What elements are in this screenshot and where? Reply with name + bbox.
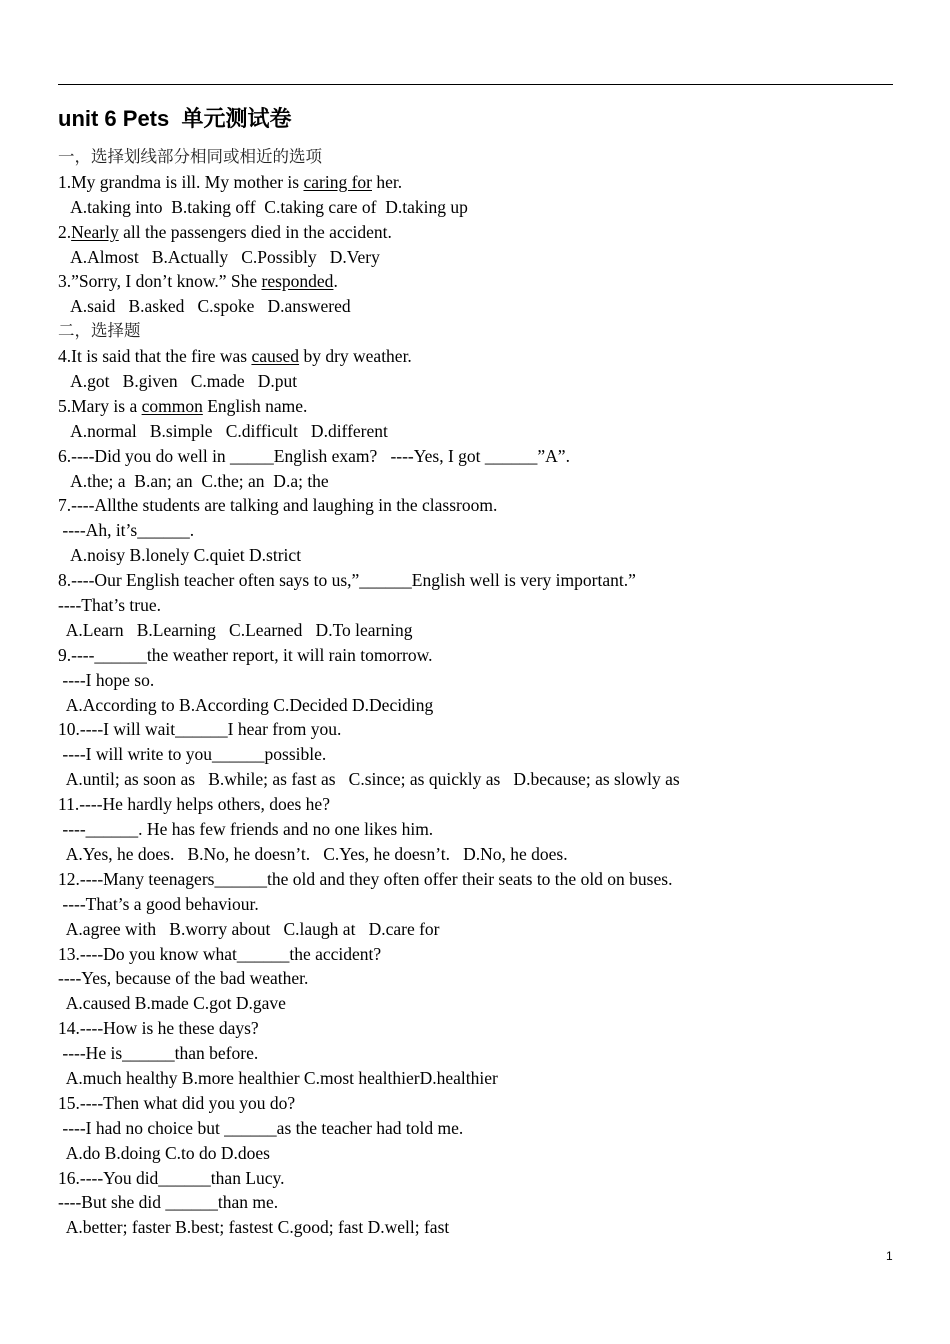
- text-line: [58, 394, 928, 419]
- text-line: [58, 917, 928, 942]
- text-line: [58, 543, 928, 568]
- text-run: 12.----Many teenagers______the old and they often offer their seats to the old on buses.: [58, 868, 673, 889]
- text-line: [58, 717, 928, 742]
- text-run: ----That’s a good behaviour.: [58, 893, 259, 914]
- underlined-phrase: responded: [261, 271, 334, 292]
- text-run: by dry weather.: [299, 346, 412, 367]
- text-run: A.got B.given C.made D.put: [58, 371, 298, 392]
- text-line: [58, 1190, 928, 1215]
- text-line: [58, 1166, 928, 1191]
- text-line: [58, 767, 928, 792]
- text-run: 11.----He hardly helps others, does he?: [58, 794, 330, 815]
- section-heading: 二，选择题: [58, 321, 141, 341]
- text-line: [58, 991, 928, 1016]
- text-line: [58, 1215, 928, 1240]
- text-run: 4.It is said that the fire was: [58, 346, 252, 367]
- text-run: A.caused B.made C.got D.gave: [58, 993, 286, 1014]
- text-run: 2.: [58, 221, 72, 242]
- text-run: ----I had no choice but ______as the teacher had told me.: [58, 1117, 464, 1138]
- text-run: ----Ah, it’s______.: [58, 520, 195, 541]
- text-run: 3.”Sorry, I don’t know.” She: [58, 271, 262, 292]
- text-line: [58, 568, 928, 593]
- text-run: A.According to B.According C.Decided D.Deciding: [58, 694, 434, 715]
- text-run: A.much healthy B.more healthier C.most healthierD.healthier: [58, 1067, 498, 1088]
- text-line: [58, 245, 928, 270]
- text-line: [58, 842, 928, 867]
- text-line: [58, 195, 928, 220]
- text-line: [58, 220, 928, 245]
- text-run: A.noisy B.lonely C.quiet D.strict: [58, 545, 302, 566]
- text-run: A.Almost B.Actually C.Possibly D.Very: [58, 246, 380, 267]
- text-line: [58, 966, 928, 991]
- text-line: [58, 493, 928, 518]
- text-line: [58, 419, 928, 444]
- text-line: [58, 518, 928, 543]
- text-run: 16.----You did______than Lucy.: [58, 1167, 285, 1188]
- text-run: ----I hope so.: [58, 669, 155, 690]
- text-line: [58, 170, 928, 195]
- text-run: 9.----______the weather report, it will rain tomorrow.: [58, 644, 433, 665]
- text-run: 8.----Our English teacher often says to us,”______English well is very important.”: [58, 570, 636, 591]
- text-line: [58, 792, 928, 817]
- text-run: 1.My grandma is ill. My mother is: [58, 171, 304, 192]
- text-line: [58, 742, 928, 767]
- page-number: 1: [886, 1249, 893, 1263]
- text-run: 14.----How is he these days?: [58, 1018, 259, 1039]
- text-line: [58, 1041, 928, 1066]
- text-run: ----______. He has few friends and no one likes him.: [58, 819, 434, 840]
- text-run: 6.----Did you do well in _____English exam? ----Yes, I got ______”A”.: [58, 445, 570, 466]
- underlined-phrase: caused: [251, 346, 300, 367]
- text-line: [58, 1066, 928, 1091]
- text-run: 7.----Allthe students are talking and laughing in the classroom.: [58, 495, 498, 516]
- text-run: A.normal B.simple C.difficult D.different: [58, 420, 388, 441]
- text-line: [58, 618, 928, 643]
- text-line: [58, 344, 928, 369]
- text-run: A.agree with B.worry about C.laugh at D.care for: [58, 918, 440, 939]
- text-run: ----That’s true.: [58, 595, 162, 616]
- text-line: [58, 668, 928, 693]
- text-line: [58, 693, 928, 718]
- text-line: [58, 942, 928, 967]
- text-line: [58, 817, 928, 842]
- text-run: .: [333, 271, 338, 292]
- text-line: [58, 444, 928, 469]
- text-line: [58, 369, 928, 394]
- text-run: A.taking into B.taking off C.taking care of D.taking up: [58, 196, 468, 217]
- header-rule: [58, 84, 893, 85]
- underlined-phrase: caring for: [303, 171, 372, 192]
- text-run: ----I will write to you______possible.: [58, 744, 327, 765]
- text-run: A.said B.asked C.spoke D.answered: [58, 296, 351, 317]
- text-line: [58, 593, 928, 618]
- text-line: [58, 269, 928, 294]
- text-line: [58, 1016, 928, 1041]
- section-heading: 一，选择划线部分相同或相近的选项: [58, 147, 322, 166]
- text-line: [58, 1091, 928, 1116]
- text-line: [58, 867, 928, 892]
- text-run: ----But she did ______than me.: [58, 1192, 279, 1213]
- text-run: A.the; a B.an; an C.the; an D.a; the: [58, 470, 329, 491]
- text-run: 15.----Then what did you you do?: [58, 1092, 296, 1113]
- underlined-phrase: common: [141, 395, 203, 416]
- text-run: 10.----I will wait______I hear from you.: [58, 719, 342, 740]
- underlined-phrase: Nearly: [71, 221, 119, 242]
- text-run: her.: [372, 171, 403, 192]
- text-run: English name.: [202, 395, 308, 416]
- text-run: A.Learn B.Learning C.Learned D.To learning: [58, 619, 413, 640]
- page-title: unit 6 Pets 单元测试卷: [58, 106, 292, 131]
- text-run: A.do B.doing C.to do D.does: [58, 1142, 270, 1163]
- text-run: A.Yes, he does. B.No, he doesn’t. C.Yes, he doesn’t. D.No, he does.: [58, 843, 568, 864]
- text-run: all the passengers died in the accident.: [118, 221, 392, 242]
- text-line: [58, 892, 928, 917]
- text-run: ----He is______than before.: [58, 1043, 259, 1064]
- text-line: [58, 294, 928, 319]
- text-line: [58, 469, 928, 494]
- text-line: [58, 1116, 928, 1141]
- document-body: [58, 145, 928, 1240]
- text-run: ----Yes, because of the bad weather.: [58, 968, 309, 989]
- text-run: 13.----Do you know what______the accident?: [58, 943, 382, 964]
- text-run: A.better; faster B.best; fastest C.good; fast D.well; fast: [58, 1217, 450, 1238]
- text-run: A.until; as soon as B.while; as fast as C.since; as quickly as D.because; as slowly as: [58, 769, 680, 790]
- text-line: [58, 643, 928, 668]
- text-run: 5.Mary is a: [58, 395, 142, 416]
- text-line: [58, 1141, 928, 1166]
